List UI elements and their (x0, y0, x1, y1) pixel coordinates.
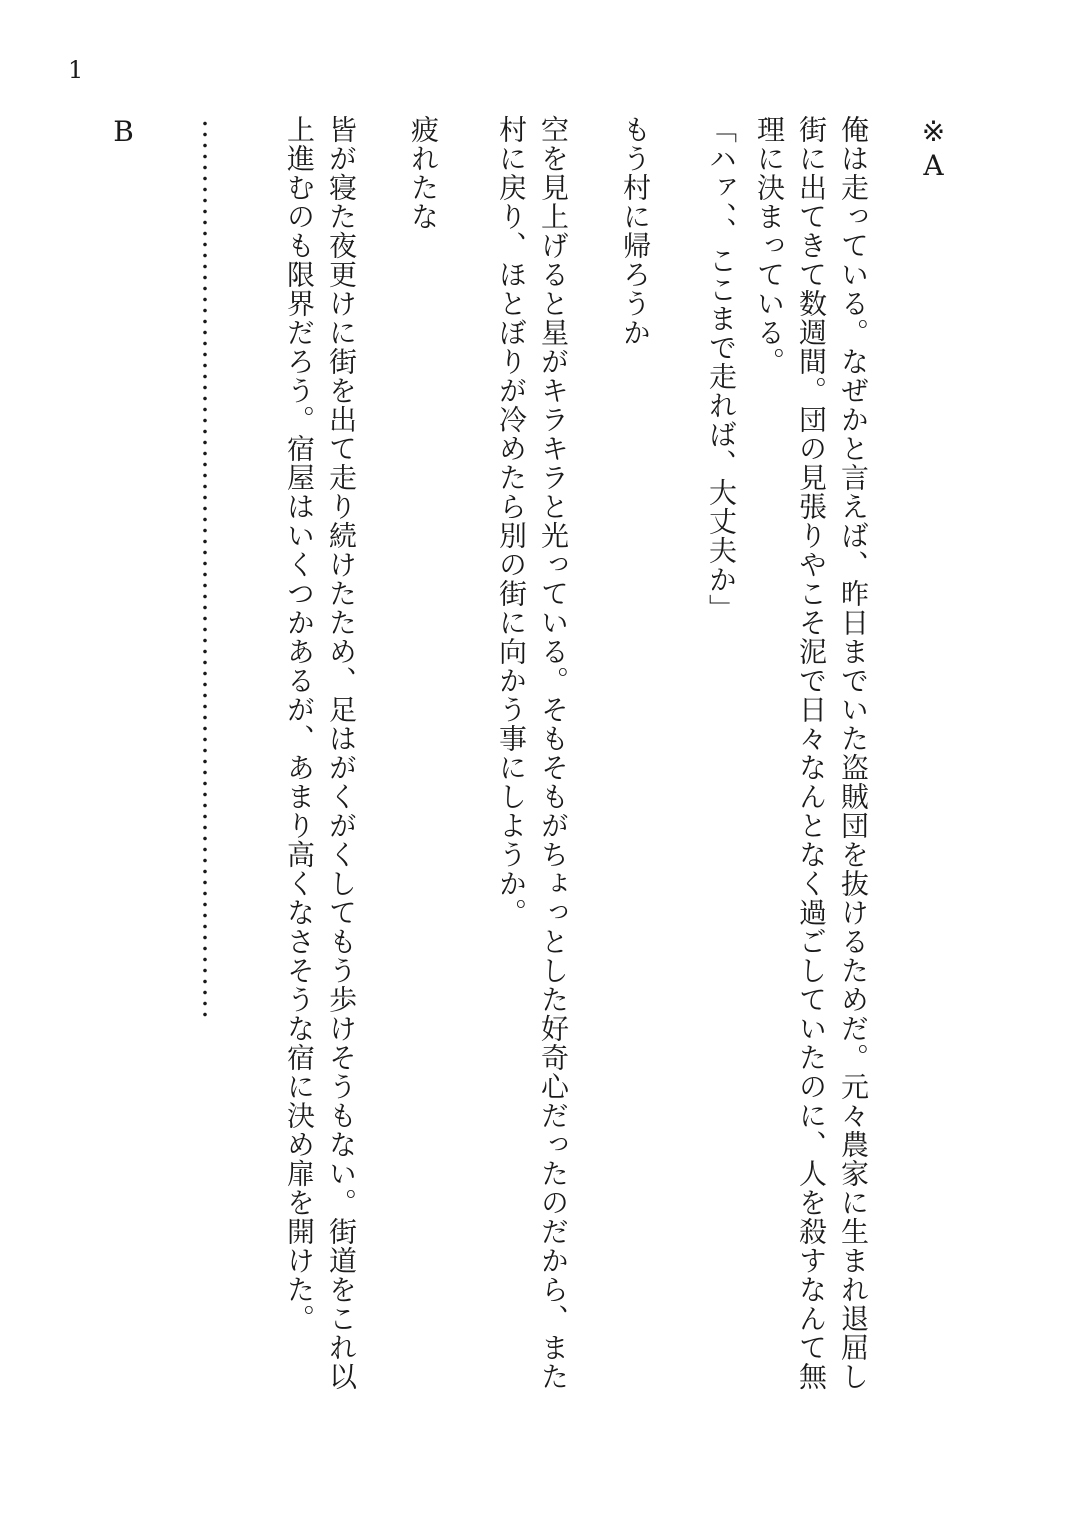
page-number: 1 (68, 56, 84, 84)
paragraph-inn: 皆が寝た夜更けに街を出て走り続けたため、足はがくがくしてもう歩けそうもない。街道をこれ以上進むのも限界だろう。宿屋はいくつかあるが、あまり高くなさそうな宿に決め扉を開けた。 (283, 115, 358, 1391)
section-marker-a: ※A (917, 115, 950, 183)
dotted-separator (200, 118, 210, 1018)
paragraph-escape: 俺は走っている。なぜかと言えば、昨日までいた盗賊団を抜けるためだ。元々農家に生まれ退屈し街に出てきて数週間。団の見張りやこそ泥で日々なんとなく過ごしていたのに、人を殺すなんて無理に決まっている。 (753, 115, 870, 1391)
thought-return-village: もう村に帰ろうか (619, 115, 652, 347)
section-marker-b: B (107, 115, 140, 149)
thought-tired: 疲れたな (407, 115, 440, 231)
paragraph-stars: 空を見上げると星がキラキラと光っている。そもそもがちょっとした好奇心だったのだから、また村に戻り、ほとぼりが冷めたら別の街に向かう事にしようか。 (495, 115, 570, 1391)
dialogue-line: 「ハァ、、ここまで走れば、大丈夫か」 (705, 115, 738, 623)
